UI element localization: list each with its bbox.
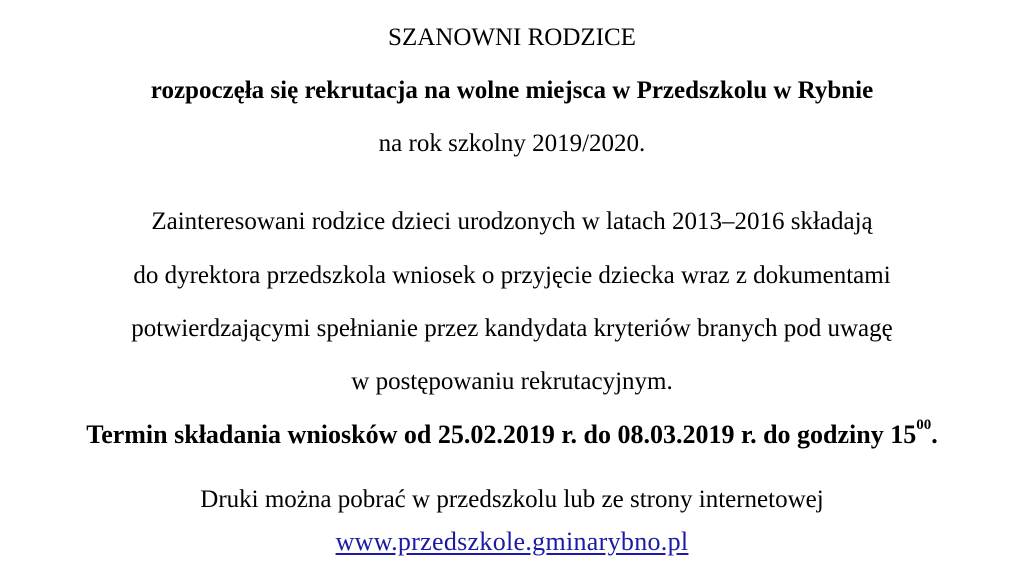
deadline-minutes-superscript: 00 (916, 417, 932, 434)
greeting-heading: SZANOWNI RODZICE (388, 24, 636, 51)
body-line-3: potwierdzającymi spełnianie przez kandydata kryteriów branych pod uwagę (131, 315, 893, 342)
deadline-text: Termin składania wniosków od 25.02.2019 r. do 08.03.2019 r. do godziny 15 (86, 420, 917, 449)
school-year-line: na rok szkolny 2019/2020. (378, 130, 646, 157)
website-link[interactable]: www.przedszkole.gminarybno.pl (335, 527, 689, 556)
body-line-4: w postępowaniu rekrutacyjnym. (351, 368, 673, 395)
deadline-line (0, 417, 1024, 450)
download-info-line: Druki można pobrać w przedszkolu lub ze strony internetowej (200, 486, 824, 513)
deadline-period: . (931, 420, 938, 449)
website-link-line (0, 527, 1024, 558)
recruitment-headline: rozpoczęła się rekrutacja na wolne miejsca w Przedszkolu w Rybnie (150, 77, 874, 104)
body-line-2: do dyrektora przedszkola wniosek o przyjęcie dziecka wraz z dokumentami (133, 262, 891, 289)
body-line-1: Zainteresowani rodzice dzieci urodzonych w latach 2013–2016 składają (151, 208, 873, 235)
